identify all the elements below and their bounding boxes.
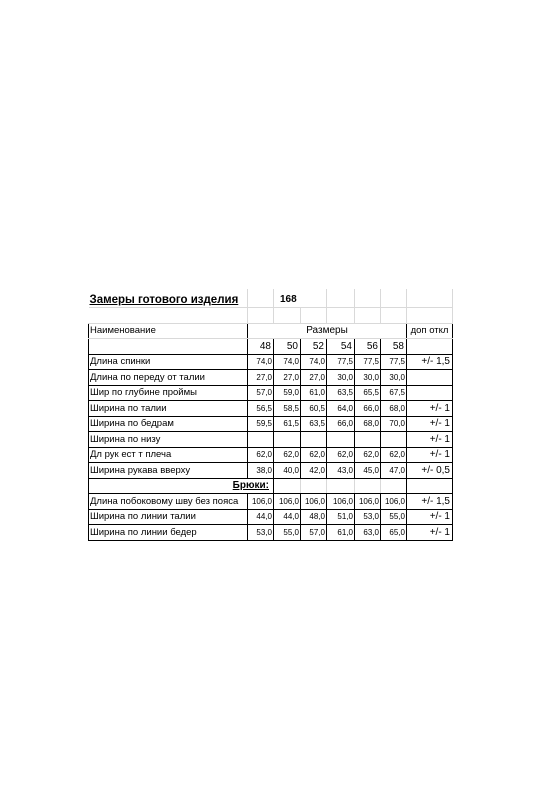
value-cell: 59,0 — [274, 385, 301, 401]
measurements-sheet — [88, 289, 453, 541]
tolerance-cell: +/- 1,5 — [407, 494, 453, 510]
size-cell: 58 — [381, 339, 407, 355]
value-cell: 63,0 — [355, 525, 381, 541]
header-tolerance: доп откл — [407, 323, 453, 339]
sheet-title: Замеры готового изделия — [89, 289, 248, 308]
table-row — [89, 401, 453, 417]
value-cell: 42,0 — [301, 463, 327, 479]
row-name: Длина по переду от талии — [89, 370, 248, 386]
value-cell: 38,0 — [248, 463, 274, 479]
table-row — [89, 354, 453, 370]
value-cell: 62,0 — [327, 447, 355, 463]
value-cell: 30,0 — [327, 370, 355, 386]
value-cell: 66,0 — [327, 416, 355, 432]
measurements-table — [88, 289, 453, 541]
value-cell: 60,5 — [301, 401, 327, 417]
value-cell: 64,0 — [327, 401, 355, 417]
value-cell: 45,0 — [355, 463, 381, 479]
value-cell — [355, 432, 381, 448]
header-sizes: Размеры — [248, 323, 407, 339]
value-cell: 68,0 — [381, 401, 407, 417]
value-cell: 27,0 — [274, 370, 301, 386]
value-cell — [327, 432, 355, 448]
title-row — [89, 289, 453, 308]
table-row — [89, 447, 453, 463]
value-cell: 106,0 — [248, 494, 274, 510]
value-cell: 58,5 — [274, 401, 301, 417]
row-name: Дл рук ест т плеча — [89, 447, 248, 463]
value-cell: 44,0 — [248, 509, 274, 525]
tolerance-cell: +/- 1 — [407, 447, 453, 463]
size-cell: 50 — [274, 339, 301, 355]
value-cell: 47,0 — [381, 463, 407, 479]
value-cell: 74,0 — [274, 354, 301, 370]
spacer-row — [89, 308, 453, 324]
size-cell: 54 — [327, 339, 355, 355]
value-cell: 63,5 — [301, 416, 327, 432]
value-cell: 74,0 — [248, 354, 274, 370]
measurement-rows — [89, 354, 453, 478]
row-name: Длина спинки — [89, 354, 248, 370]
pants-rows — [89, 494, 453, 541]
value-cell: 27,0 — [248, 370, 274, 386]
table-row — [89, 370, 453, 386]
value-cell — [248, 432, 274, 448]
row-name: Ширина по низу — [89, 432, 248, 448]
row-name: Ширина по бедрам — [89, 416, 248, 432]
value-cell: 106,0 — [355, 494, 381, 510]
table-row — [89, 494, 453, 510]
value-cell: 77,5 — [355, 354, 381, 370]
value-cell: 65,0 — [381, 525, 407, 541]
tolerance-cell: +/- 1 — [407, 416, 453, 432]
value-cell: 77,5 — [381, 354, 407, 370]
table-row — [89, 385, 453, 401]
section-row — [89, 478, 453, 494]
value-cell: 106,0 — [327, 494, 355, 510]
row-name: Ширина по линии бедер — [89, 525, 248, 541]
value-cell: 27,0 — [301, 370, 327, 386]
value-cell: 106,0 — [301, 494, 327, 510]
tolerance-cell — [407, 385, 453, 401]
value-cell: 53,0 — [248, 525, 274, 541]
value-cell: 62,0 — [301, 447, 327, 463]
value-cell: 62,0 — [381, 447, 407, 463]
value-cell: 43,0 — [327, 463, 355, 479]
table-row — [89, 463, 453, 479]
value-cell: 61,0 — [327, 525, 355, 541]
height-value: 168 — [274, 289, 327, 308]
value-cell: 61,5 — [274, 416, 301, 432]
value-cell: 65,5 — [355, 385, 381, 401]
value-cell: 106,0 — [381, 494, 407, 510]
value-cell: 55,0 — [274, 525, 301, 541]
value-cell: 61,0 — [301, 385, 327, 401]
value-cell: 53,0 — [355, 509, 381, 525]
tolerance-cell: +/- 1 — [407, 432, 453, 448]
row-name: Ширина по линии талии — [89, 509, 248, 525]
value-cell: 40,0 — [274, 463, 301, 479]
row-name: Ширина по талии — [89, 401, 248, 417]
value-cell — [381, 432, 407, 448]
tolerance-cell: +/- 1 — [407, 401, 453, 417]
header-row — [89, 323, 453, 339]
tolerance-cell: +/- 1,5 — [407, 354, 453, 370]
value-cell: 77,5 — [327, 354, 355, 370]
value-cell: 55,0 — [381, 509, 407, 525]
value-cell: 44,0 — [274, 509, 301, 525]
table-row — [89, 416, 453, 432]
tolerance-cell: +/- 0,5 — [407, 463, 453, 479]
value-cell: 67,5 — [381, 385, 407, 401]
tolerance-cell: +/- 1 — [407, 525, 453, 541]
value-cell: 51,0 — [327, 509, 355, 525]
header-name: Наименование — [89, 323, 248, 339]
value-cell: 66,0 — [355, 401, 381, 417]
value-cell: 62,0 — [248, 447, 274, 463]
value-cell: 62,0 — [355, 447, 381, 463]
row-name: Шир по глубине проймы — [89, 385, 248, 401]
value-cell: 63,5 — [327, 385, 355, 401]
table-row — [89, 509, 453, 525]
value-cell: 48,0 — [301, 509, 327, 525]
size-cell: 48 — [248, 339, 274, 355]
tolerance-cell: +/- 1 — [407, 509, 453, 525]
table-row — [89, 432, 453, 448]
value-cell: 59,5 — [248, 416, 274, 432]
value-cell — [274, 432, 301, 448]
tolerance-cell — [407, 370, 453, 386]
value-cell — [301, 432, 327, 448]
section-pants-label: Брюки: — [89, 478, 274, 494]
sizes-row — [89, 339, 453, 355]
value-cell: 30,0 — [381, 370, 407, 386]
value-cell: 62,0 — [274, 447, 301, 463]
row-name: Длина побоковому шву без пояса — [89, 494, 248, 510]
value-cell: 106,0 — [274, 494, 301, 510]
value-cell: 74,0 — [301, 354, 327, 370]
size-cell: 56 — [355, 339, 381, 355]
value-cell: 57,0 — [248, 385, 274, 401]
row-name: Ширина рукава вверху — [89, 463, 248, 479]
value-cell: 68,0 — [355, 416, 381, 432]
value-cell: 70,0 — [381, 416, 407, 432]
size-cell: 52 — [301, 339, 327, 355]
value-cell: 56,5 — [248, 401, 274, 417]
value-cell: 57,0 — [301, 525, 327, 541]
table-row — [89, 525, 453, 541]
value-cell: 30,0 — [355, 370, 381, 386]
